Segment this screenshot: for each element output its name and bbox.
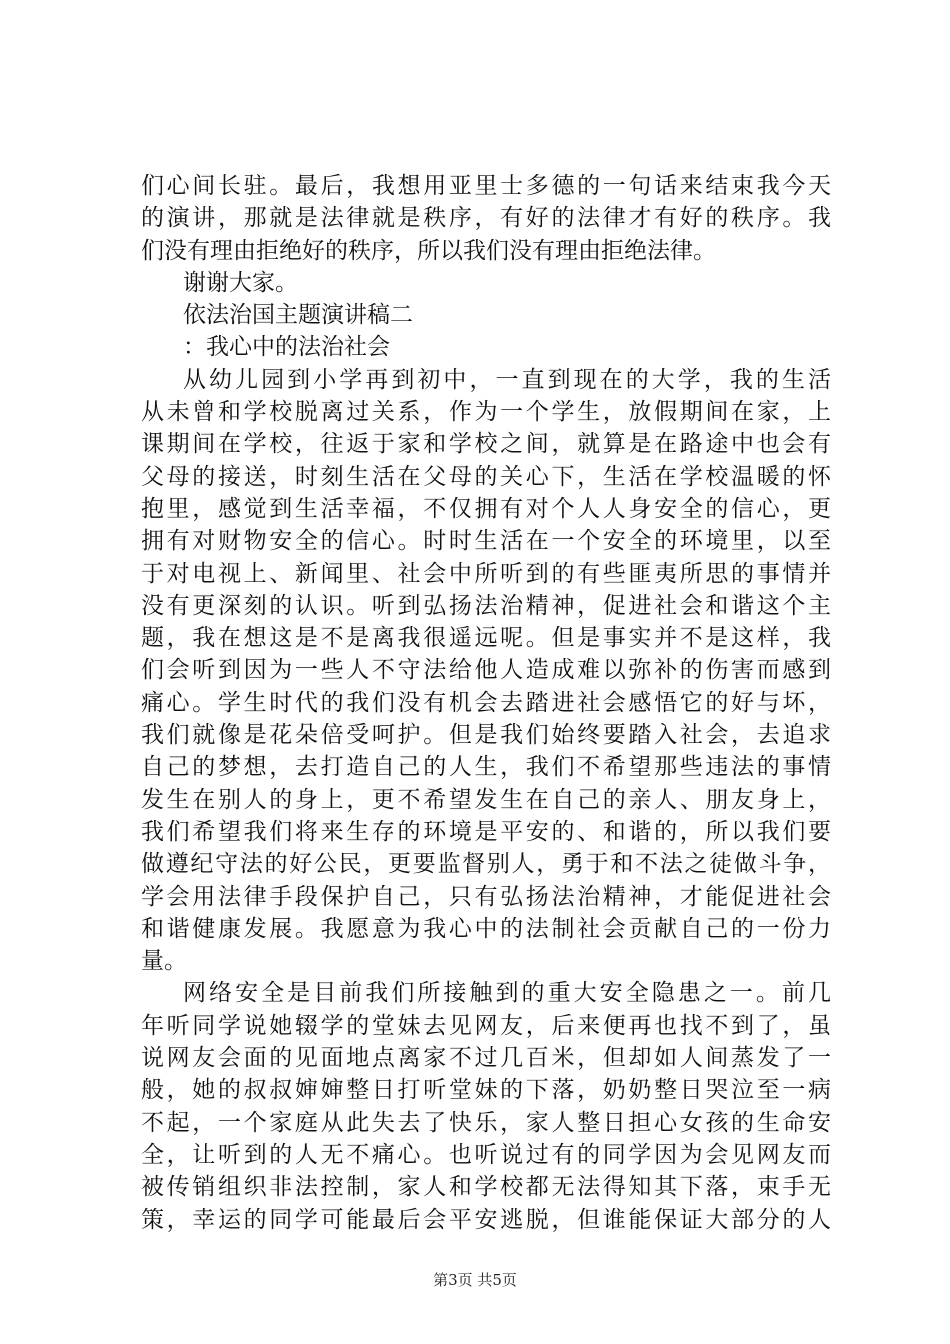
text-line: 们没有理由拒绝好的秩序，所以我们没有理由拒绝法律。 [141, 237, 716, 264]
text-line: 发生在别人的身上，更不希望发生在自己的亲人、朋友身上， [141, 786, 831, 813]
text-line: ：我心中的法治社会 [183, 334, 390, 361]
text-line: 的演讲，那就是法律就是秩序，有好的法律才有好的秩序。我 [141, 205, 831, 232]
page-footer: 第3页 共5页 [433, 1271, 517, 1289]
text-line: 痛心。学生时代的我们没有机会去踏进社会感悟它的好与坏， [141, 689, 831, 716]
text-line: 我们就像是花朵倍受呵护。但是我们始终要踏入社会，去追求 [141, 722, 831, 749]
text-line: 全，让听到的人无不痛心。也听说过有的同学因为会见网友而 [141, 1141, 831, 1168]
text-line: 谢谢大家。 [183, 269, 298, 296]
text-line: 们会听到因为一些人不守法给他人造成难以弥补的伤害而感到 [141, 657, 831, 684]
text-line: 做遵纪守法的好公民，更要监督别人，勇于和不法之徒做斗争， [141, 851, 831, 878]
text-line: 自己的梦想，去打造自己的人生，我们不希望那些违法的事情 [141, 754, 831, 781]
text-line: 说网友会面的见面地点离家不过几百米，但却如人间蒸发了一 [141, 1045, 831, 1072]
text-line: 年听同学说她辍学的堂妹去见网友，后来便再也找不到了，虽 [141, 1012, 831, 1039]
text-line: 课期间在学校，往返于家和学校之间，就算是在路途中也会有 [141, 431, 831, 458]
text-line: 不起，一个家庭从此失去了快乐，家人整日担心女孩的生命安 [141, 1109, 831, 1136]
text-line: 题，我在想这是不是离我很遥远呢。但是事实并不是这样，我 [141, 625, 831, 652]
text-line: 和谐健康发展。我愿意为我心中的法制社会贡献自己的一份力 [141, 915, 831, 942]
text-line: 依法治国主题演讲稿二 [183, 302, 413, 329]
text-line: 父母的接送，时刻生活在父母的关心下，生活在学校温暖的怀 [141, 463, 831, 490]
text-line: 网络安全是目前我们所接触到的重大安全隐患之一。前几 [183, 980, 831, 1007]
text-line: 我们希望我们将来生存的环境是平安的、和谐的，所以我们要 [141, 818, 831, 845]
text-line: 于对电视上、新闻里、社会中所听到的有些匪夷所思的事情并 [141, 560, 831, 587]
document-body [141, 170, 831, 1236]
text-line: 策，幸运的同学可能最后会平安逃脱，但谁能保证大部分的人 [141, 1206, 831, 1233]
text-line: 们心间长驻。最后，我想用亚里士多德的一句话来结束我今天 [141, 173, 831, 199]
text-line: 从幼儿园到小学再到初中，一直到现在的大学，我的生活 [183, 366, 831, 393]
text-line: 拥有对财物安全的信心。时时生活在一个安全的环境里，以至 [141, 528, 831, 555]
text-line: 学会用法律手段保护自己，只有弘扬法治精神，才能促进社会 [141, 883, 831, 910]
text-line: 没有更深刻的认识。听到弘扬法治精神，促进社会和谐这个主 [141, 592, 831, 619]
text-line: 被传销组织非法控制，家人和学校都无法得知其下落，束手无 [141, 1174, 831, 1201]
text-line: 抱里，感觉到生活幸福，不仅拥有对个人人身安全的信心，更 [141, 495, 831, 522]
text-line: 从未曾和学校脱离过关系，作为一个学生，放假期间在家，上 [141, 399, 831, 426]
text-line: 量。 [141, 948, 187, 975]
text-line: 般，她的叔叔婶婶整日打听堂妹的下落，奶奶整日哭泣至一病 [141, 1077, 831, 1104]
